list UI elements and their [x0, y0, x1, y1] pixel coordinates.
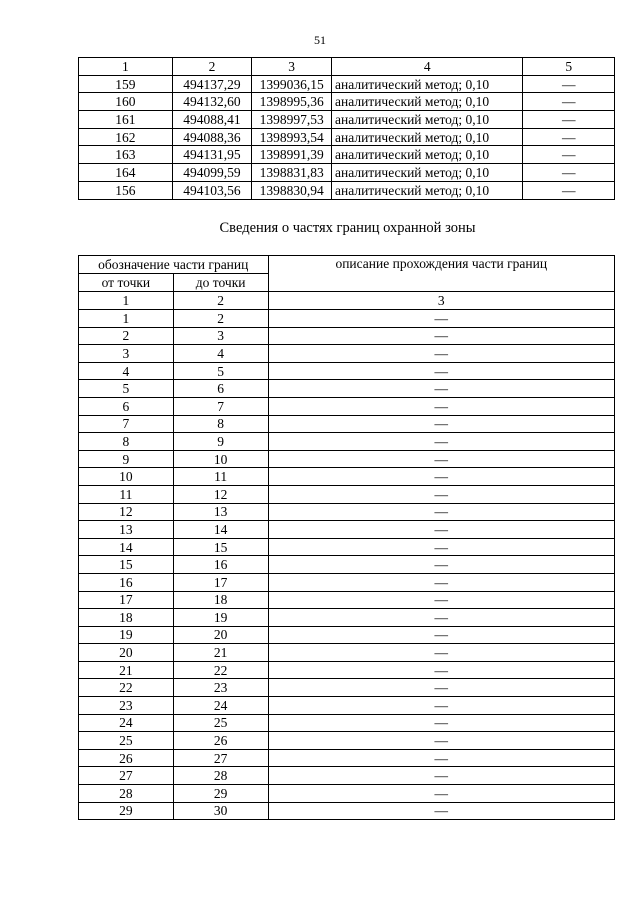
coord-cell-5: — — [523, 164, 615, 182]
page-number: 51 — [314, 33, 326, 47]
parts-desc-cell: — — [268, 450, 614, 468]
table-row — [79, 380, 615, 398]
parts-desc-cell: — — [268, 433, 614, 451]
parts-desc-cell: — — [268, 573, 614, 591]
table-row — [79, 767, 615, 785]
table-row — [79, 609, 615, 627]
boundary-parts-table — [78, 255, 615, 820]
table-row — [79, 485, 615, 503]
parts-desc-cell: — — [268, 749, 614, 767]
parts-to-cell: 4 — [173, 345, 268, 363]
table-row — [79, 538, 615, 556]
parts-desc-header: описание прохождения части границ — [268, 256, 614, 292]
parts-desc-cell: — — [268, 767, 614, 785]
coord-cell-3: 1398995,36 — [252, 93, 332, 111]
parts-to-cell: 18 — [173, 591, 268, 609]
parts-desc-cell: — — [268, 609, 614, 627]
parts-from-cell: 8 — [79, 433, 174, 451]
parts-to-cell: 27 — [173, 749, 268, 767]
parts-from-cell: 18 — [79, 609, 174, 627]
table-row — [79, 521, 615, 539]
parts-desc-cell: — — [268, 397, 614, 415]
parts-desc-cell: — — [268, 521, 614, 539]
coord-cell-5: — — [523, 128, 615, 146]
coord-cell-3: 1398830,94 — [252, 181, 332, 199]
parts-to-cell: 23 — [173, 679, 268, 697]
parts-from-cell: 19 — [79, 626, 174, 644]
parts-from-cell: 25 — [79, 732, 174, 750]
parts-from-cell: 2 — [79, 327, 174, 345]
table-row — [79, 468, 615, 486]
parts-to-cell: 6 — [173, 380, 268, 398]
table-row — [79, 433, 615, 451]
parts-desc-cell: — — [268, 591, 614, 609]
table-row — [79, 679, 615, 697]
parts-from-cell: 17 — [79, 591, 174, 609]
parts-from-cell: 27 — [79, 767, 174, 785]
parts-from-cell: 29 — [79, 802, 174, 820]
parts-desc-cell: — — [268, 345, 614, 363]
parts-to-cell: 3 — [173, 327, 268, 345]
coord-cell-1: 160 — [79, 93, 173, 111]
parts-from-cell: 24 — [79, 714, 174, 732]
parts-to-cell: 22 — [173, 661, 268, 679]
table-row — [79, 415, 615, 433]
coord-cell-3: 1399036,15 — [252, 75, 332, 93]
table-row — [79, 802, 615, 820]
parts-to-cell: 24 — [173, 697, 268, 715]
parts-from-cell: 28 — [79, 785, 174, 803]
parts-from-cell: 15 — [79, 556, 174, 574]
parts-from-cell: 5 — [79, 380, 174, 398]
parts-desc-cell: — — [268, 626, 614, 644]
parts-from-cell: 9 — [79, 450, 174, 468]
coordinates-table-header-row — [79, 58, 615, 76]
coord-cell-3: 1398993,54 — [252, 128, 332, 146]
coord-header-5: 5 — [523, 58, 615, 76]
parts-from-cell: 22 — [79, 679, 174, 697]
coord-cell-4: аналитический метод; 0,10 — [332, 164, 523, 182]
coord-cell-3: 1398997,53 — [252, 111, 332, 129]
table-row — [79, 626, 615, 644]
table-row — [79, 362, 615, 380]
table-row — [79, 503, 615, 521]
parts-to-cell: 15 — [173, 538, 268, 556]
parts-to-cell: 17 — [173, 573, 268, 591]
parts-from-cell: 10 — [79, 468, 174, 486]
parts-from-cell: 16 — [79, 573, 174, 591]
coordinates-table-row — [79, 93, 615, 111]
parts-table-header-row — [79, 256, 615, 274]
parts-to-cell: 14 — [173, 521, 268, 539]
parts-desc-cell: — — [268, 679, 614, 697]
table-row — [79, 749, 615, 767]
parts-desc-cell: — — [268, 556, 614, 574]
coord-cell-1: 164 — [79, 164, 173, 182]
parts-from-cell: 21 — [79, 661, 174, 679]
coord-cell-3: 1398991,39 — [252, 146, 332, 164]
table-row — [79, 397, 615, 415]
coord-cell-2: 494103,56 — [172, 181, 252, 199]
coord-cell-1: 159 — [79, 75, 173, 93]
parts-to-cell: 29 — [173, 785, 268, 803]
parts-from-cell: 12 — [79, 503, 174, 521]
coordinates-table-row — [79, 111, 615, 129]
parts-from-cell: 26 — [79, 749, 174, 767]
coord-cell-5: — — [523, 111, 615, 129]
parts-desc-cell: — — [268, 362, 614, 380]
parts-desc-cell: — — [268, 644, 614, 662]
parts-desc-cell: — — [268, 415, 614, 433]
parts-to-cell: 20 — [173, 626, 268, 644]
table-row — [79, 450, 615, 468]
table-row — [79, 644, 615, 662]
coordinates-table-row — [79, 128, 615, 146]
parts-from-cell: 7 — [79, 415, 174, 433]
parts-desc-cell: — — [268, 802, 614, 820]
coord-cell-5: — — [523, 75, 615, 93]
coord-cell-1: 163 — [79, 146, 173, 164]
section-title: Сведения о частях границ охранной зоны — [219, 220, 476, 236]
table-row — [79, 785, 615, 803]
parts-to-cell: 25 — [173, 714, 268, 732]
parts-desc-cell: — — [268, 310, 614, 328]
coord-cell-1: 162 — [79, 128, 173, 146]
parts-number-3: 3 — [268, 292, 614, 310]
parts-desc-cell: — — [268, 732, 614, 750]
coord-cell-4: аналитический метод; 0,10 — [332, 75, 523, 93]
coordinates-table-row — [79, 181, 615, 199]
parts-to-cell: 19 — [173, 609, 268, 627]
coord-cell-2: 494099,59 — [172, 164, 252, 182]
table-row — [79, 310, 615, 328]
parts-from-cell: 4 — [79, 362, 174, 380]
coordinates-table — [78, 57, 615, 200]
parts-number-2: 2 — [173, 292, 268, 310]
parts-to-cell: 11 — [173, 468, 268, 486]
coord-cell-1: 161 — [79, 111, 173, 129]
coordinates-table-row — [79, 75, 615, 93]
coord-cell-4: аналитический метод; 0,10 — [332, 93, 523, 111]
coord-cell-2: 494088,36 — [172, 128, 252, 146]
parts-to-header: до точки — [173, 274, 268, 292]
coord-cell-1: 156 — [79, 181, 173, 199]
coord-cell-4: аналитический метод; 0,10 — [332, 128, 523, 146]
coordinates-table-row — [79, 164, 615, 182]
parts-to-cell: 2 — [173, 310, 268, 328]
table-row — [79, 661, 615, 679]
parts-from-header: от точки — [79, 274, 174, 292]
parts-group-header: обозначение части границ — [79, 256, 269, 274]
parts-to-cell: 12 — [173, 485, 268, 503]
parts-table-numbering-row — [79, 292, 615, 310]
table-row — [79, 591, 615, 609]
coord-header-4: 4 — [332, 58, 523, 76]
coord-cell-4: аналитический метод; 0,10 — [332, 146, 523, 164]
coord-cell-5: — — [523, 181, 615, 199]
parts-desc-cell: — — [268, 538, 614, 556]
parts-to-cell: 21 — [173, 644, 268, 662]
parts-desc-cell: — — [268, 380, 614, 398]
parts-to-cell: 8 — [173, 415, 268, 433]
parts-desc-cell: — — [268, 785, 614, 803]
parts-desc-cell: — — [268, 697, 614, 715]
parts-number-1: 1 — [79, 292, 174, 310]
parts-to-cell: 13 — [173, 503, 268, 521]
parts-to-cell: 10 — [173, 450, 268, 468]
parts-from-cell: 11 — [79, 485, 174, 503]
parts-desc-cell: — — [268, 714, 614, 732]
parts-desc-cell: — — [268, 327, 614, 345]
table-row — [79, 556, 615, 574]
table-row — [79, 327, 615, 345]
coord-cell-2: 494137,29 — [172, 75, 252, 93]
coord-header-1: 1 — [79, 58, 173, 76]
table-row — [79, 714, 615, 732]
coord-cell-5: — — [523, 93, 615, 111]
parts-to-cell: 7 — [173, 397, 268, 415]
parts-to-cell: 16 — [173, 556, 268, 574]
table-row — [79, 732, 615, 750]
coord-cell-4: аналитический метод; 0,10 — [332, 111, 523, 129]
parts-from-cell: 23 — [79, 697, 174, 715]
parts-from-cell: 14 — [79, 538, 174, 556]
table-row — [79, 345, 615, 363]
parts-to-cell: 26 — [173, 732, 268, 750]
coord-cell-2: 494131,95 — [172, 146, 252, 164]
parts-to-cell: 28 — [173, 767, 268, 785]
parts-to-cell: 5 — [173, 362, 268, 380]
coord-header-3: 3 — [252, 58, 332, 76]
table-row — [79, 697, 615, 715]
parts-from-cell: 20 — [79, 644, 174, 662]
parts-to-cell: 9 — [173, 433, 268, 451]
coordinates-table-row — [79, 146, 615, 164]
parts-from-cell: 3 — [79, 345, 174, 363]
coord-header-2: 2 — [172, 58, 252, 76]
parts-from-cell: 6 — [79, 397, 174, 415]
coord-cell-2: 494088,41 — [172, 111, 252, 129]
parts-desc-cell: — — [268, 468, 614, 486]
parts-to-cell: 30 — [173, 802, 268, 820]
table-row — [79, 573, 615, 591]
coord-cell-5: — — [523, 146, 615, 164]
parts-from-cell: 1 — [79, 310, 174, 328]
coord-cell-2: 494132,60 — [172, 93, 252, 111]
coord-cell-3: 1398831,83 — [252, 164, 332, 182]
parts-desc-cell: — — [268, 485, 614, 503]
parts-desc-cell: — — [268, 503, 614, 521]
parts-from-cell: 13 — [79, 521, 174, 539]
parts-desc-cell: — — [268, 661, 614, 679]
coord-cell-4: аналитический метод; 0,10 — [332, 181, 523, 199]
